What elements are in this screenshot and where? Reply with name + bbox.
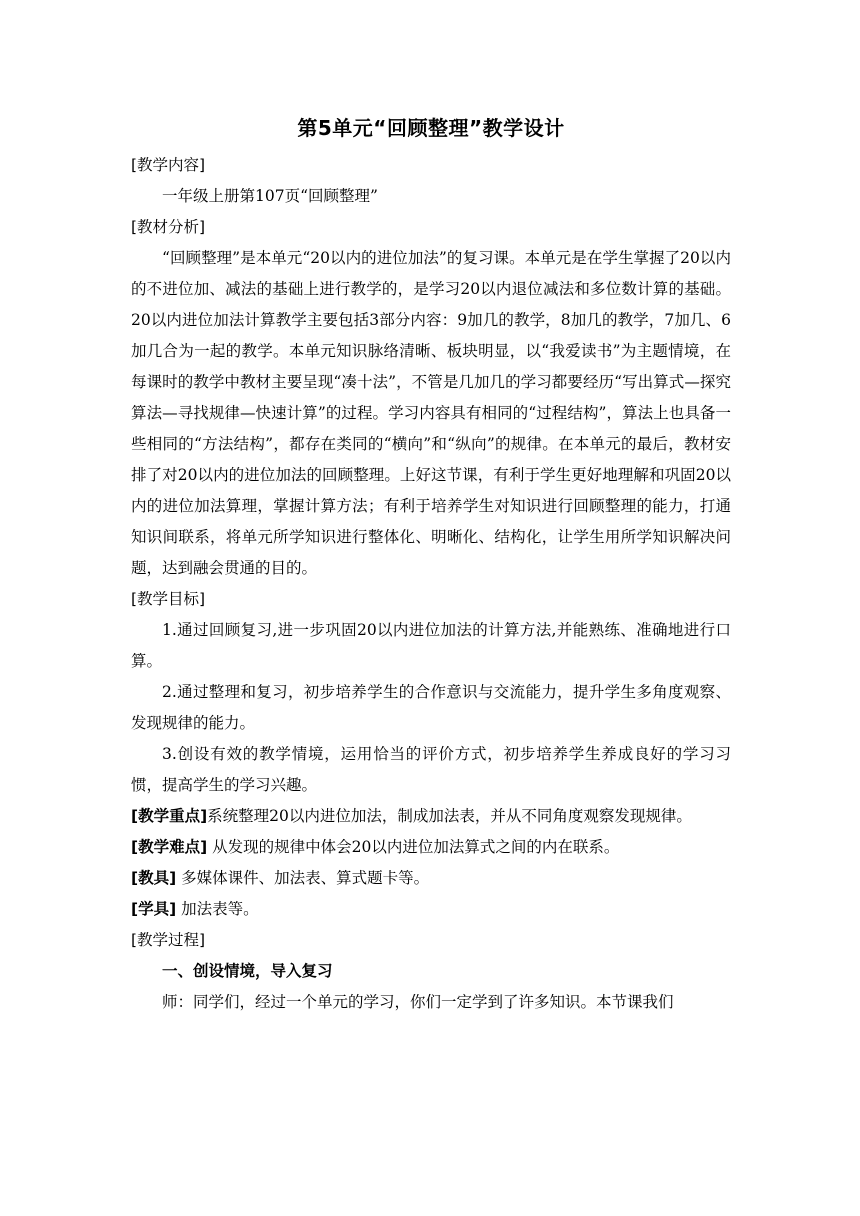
document-page: [131, 110, 731, 1018]
analysis-text: “回顾整理”是本单元“20以内的进位加法”的复习课。本单元是在学生掌握了20以内的不进位加、减法的基础上进行教学的，是学习20以内退位减法和多位数计算的基础。20以内进位加法计算教学主要包括3部分内容：9加几的教学，8加几的教学，7加几、6加几合为一起的教学。本单元知识脉络清晰、板块明显，以“我爱读书”为主题情境，在每课时的教学中教材主要呈现“凑十法”，不管是几加几的学习都要经历“写出算式—探究算法—寻找规律—快速计算”的过程。学习内容具有相同的“过程结构”，算法上也具备一些相同的“方法结构”，都存在类同的“横向”和“纵向”的规律。在本单元的最后，教材安排了对20以内的进位加法的回顾整理。上好这节课，有利于学生更好地理解和巩固20以内的进位加法算理，掌握计算方法；有利于培养学生对知识进行回顾整理的能力，打通知识间联系，将单元所学知识进行整体化、明晰化、结构化，让学生用所学知识解决问题，达到融会贯通的目的。: [131, 249, 731, 577]
difficult-text: 从发现的规律中体会20以内进位加法算式之间的内在联系。: [207, 838, 620, 856]
section-heading-student-tools: [学具]: [131, 900, 177, 918]
section-heading-process: [教学过程]: [131, 931, 206, 949]
tools-text: 多媒体课件、加法表、算式题卡等。: [176, 869, 430, 887]
student-tools: [131, 894, 731, 925]
section-heading-tools: [教具]: [131, 869, 177, 887]
subsection-heading-1: 一、创设情境，导入复习: [162, 962, 333, 980]
section-heading-content: [教学内容]: [131, 156, 206, 174]
section-heading-analysis: [教材分析]: [131, 218, 206, 236]
section-heading-difficult: [教学难点]: [131, 838, 208, 856]
goal-item: 3.创设有效的教学情境，运用恰当的评价方式，初步培养学生养成良好的学习习惯，提高学生的学习兴趣。: [131, 745, 731, 794]
section-heading-key: [教学重点]: [131, 807, 208, 825]
goal-item: 1.通过回顾复习,进一步巩固20以内进位加法的计算方法,并能熟练、准确地进行口算。: [131, 621, 731, 670]
goal-item: 2.通过整理和复习，初步培养学生的合作意识与交流能力，提升学生多角度观察、发现规律的能力。: [131, 683, 731, 732]
section-heading-goals: [教学目标]: [131, 590, 206, 608]
content-text: 一年级上册第107页“回顾整理”: [162, 187, 378, 205]
difficult-points: [131, 832, 731, 863]
section1-text: 师：同学们，经过一个单元的学习，你们一定学到了许多知识。本节课我们: [162, 993, 674, 1011]
key-text: 系统整理20以内进位加法，制成加法表，并从不同角度观察发现规律。: [207, 807, 692, 825]
student-tools-text: 加法表等。: [176, 900, 259, 918]
teaching-tools: [131, 863, 731, 894]
key-points: [131, 801, 731, 832]
document-title: 第5单元“回顾整理”教学设计: [297, 116, 565, 140]
